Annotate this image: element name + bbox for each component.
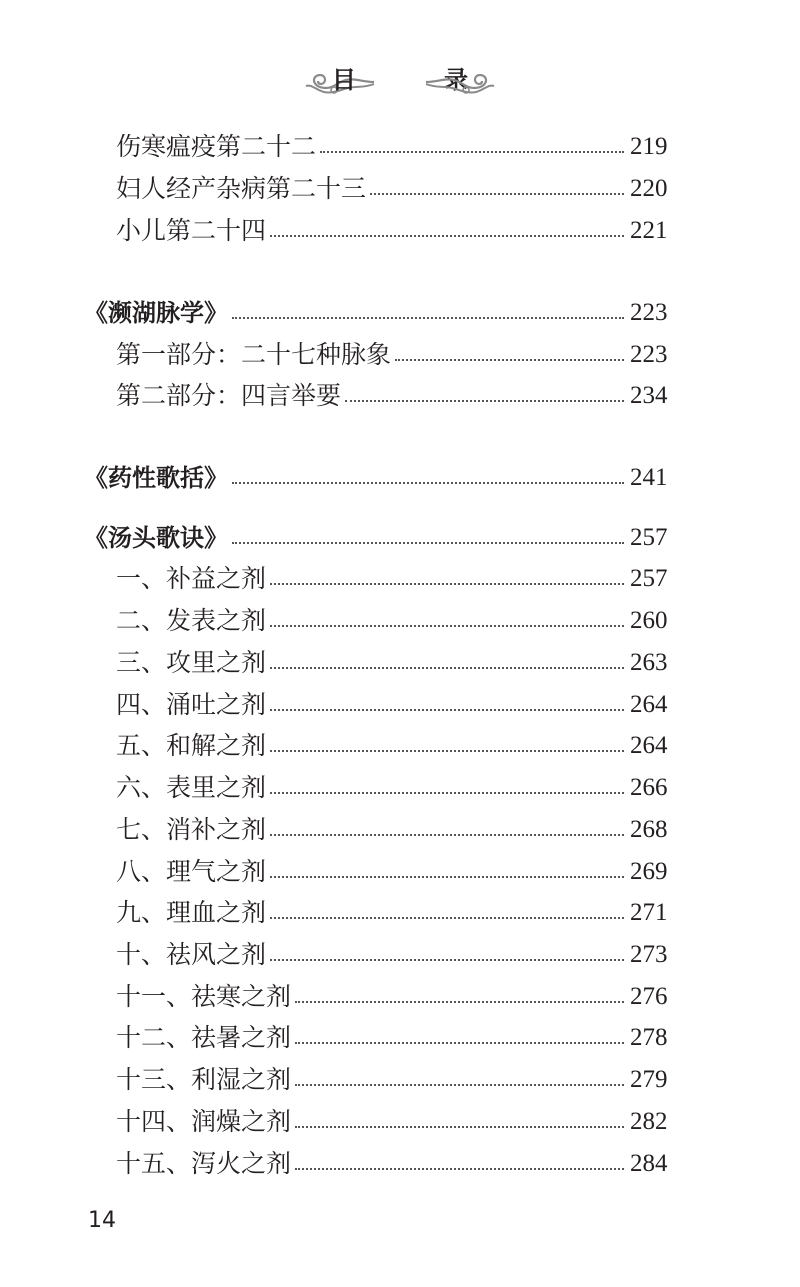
toc-entry-page: 223	[630, 299, 668, 326]
page-header	[0, 52, 800, 100]
toc-entry-label: 五、和解之剂	[116, 731, 267, 760]
toc-entry-page: 268	[630, 816, 668, 843]
cloud-ornament-right-icon	[424, 74, 496, 98]
toc-entry-label: 小儿第二十四	[116, 216, 267, 245]
toc-entry-label: 三、攻里之剂	[116, 648, 267, 677]
dot-leader	[295, 1168, 624, 1170]
toc-entry-label: 《汤头歌诀》	[84, 524, 228, 552]
dot-leader	[232, 317, 624, 319]
toc-entry[interactable]	[0, 212, 800, 246]
toc-entry[interactable]	[0, 1103, 800, 1137]
toc-entry[interactable]	[0, 1019, 800, 1053]
toc-entry-page: 220	[630, 175, 668, 202]
toc-entry-page: 241	[630, 464, 668, 491]
dot-leader	[395, 359, 624, 361]
toc-entry[interactable]	[0, 560, 800, 594]
dot-leader	[295, 1084, 624, 1086]
toc-entry[interactable]	[0, 336, 800, 370]
toc-entry[interactable]	[0, 894, 800, 928]
toc-entry[interactable]	[0, 644, 800, 678]
dot-leader	[270, 667, 624, 669]
toc-entry[interactable]	[0, 1145, 800, 1179]
toc-entry-page: 223	[630, 341, 668, 368]
toc-entry-page: 221	[630, 217, 668, 244]
toc-entry-page: 234	[630, 382, 668, 409]
toc-entry-page: 264	[630, 691, 668, 718]
toc-entry-page: 273	[630, 941, 668, 968]
toc-entry-page: 269	[630, 858, 668, 885]
toc-entry-label: 《濒湖脉学》	[84, 299, 228, 327]
toc-entry-page: 257	[630, 565, 668, 592]
toc-entry-page: 278	[630, 1024, 668, 1051]
dot-leader	[270, 876, 624, 878]
toc-entry-label: 二、发表之剂	[116, 606, 267, 635]
dot-leader	[270, 959, 624, 961]
toc-entry-page: 263	[630, 649, 668, 676]
dot-leader	[270, 625, 624, 627]
toc-entry-page: 284	[630, 1150, 668, 1177]
toc-entry-label: 十二、祛暑之剂	[116, 1023, 292, 1052]
toc-entry[interactable]	[0, 811, 800, 845]
dot-leader	[270, 709, 624, 711]
toc-entry-label: 妇人经产杂病第二十三	[116, 174, 367, 203]
dot-leader	[320, 151, 624, 153]
toc-entry-label: 九、理血之剂	[116, 898, 267, 927]
dot-leader	[295, 1126, 624, 1128]
toc-entry-label: 八、理气之剂	[116, 857, 267, 886]
toc-entry-label: 第一部分：二十七种脉象	[116, 340, 392, 369]
toc-entry-label: 六、表里之剂	[116, 773, 267, 802]
dot-leader	[345, 400, 624, 402]
toc-entry-label: 四、涌吐之剂	[116, 690, 267, 719]
dot-leader	[270, 792, 624, 794]
toc-entry[interactable]	[0, 853, 800, 887]
toc-entry-page: 266	[630, 774, 668, 801]
toc-entry[interactable]	[0, 936, 800, 970]
toc-entry-page: 257	[630, 524, 668, 551]
toc-entry-page: 279	[630, 1066, 668, 1093]
toc-entry-label: 七、消补之剂	[116, 815, 267, 844]
toc-entry[interactable]	[0, 727, 800, 761]
dot-leader	[270, 583, 624, 585]
dot-leader	[270, 235, 624, 237]
toc-entry[interactable]	[0, 686, 800, 720]
toc-entry[interactable]	[0, 294, 800, 328]
toc-entry[interactable]	[0, 769, 800, 803]
toc-entry-page: 264	[630, 732, 668, 759]
dot-leader	[370, 193, 624, 195]
page-number: 14	[88, 1208, 116, 1233]
toc-entry-label: 第二部分：四言举要	[116, 381, 342, 410]
toc-entry[interactable]	[0, 602, 800, 636]
dot-leader	[270, 917, 624, 919]
toc-entry-page: 271	[630, 899, 668, 926]
toc-entry-label: 《药性歌括》	[84, 464, 228, 492]
dot-leader	[232, 482, 624, 484]
dot-leader	[295, 1001, 624, 1003]
toc-entry-label: 十四、润燥之剂	[116, 1107, 292, 1136]
toc-entry-label: 十五、泻火之剂	[116, 1149, 292, 1178]
toc-entry-label: 伤寒瘟疫第二十二	[116, 132, 317, 161]
toc-entry-page: 282	[630, 1108, 668, 1135]
toc-entry[interactable]	[0, 170, 800, 204]
toc-entry[interactable]	[0, 978, 800, 1012]
dot-leader	[270, 750, 624, 752]
toc-entry-page: 260	[630, 607, 668, 634]
toc-entry-page: 276	[630, 983, 668, 1010]
toc-entry-label: 十一、祛寒之剂	[116, 982, 292, 1011]
toc-entry-label: 一、补益之剂	[116, 564, 267, 593]
dot-leader	[270, 834, 624, 836]
toc-entry[interactable]	[0, 519, 800, 553]
toc-entry[interactable]	[0, 377, 800, 411]
toc-entry[interactable]	[0, 1061, 800, 1095]
toc-entry-page: 219	[630, 133, 668, 160]
toc-entry-label: 十、祛风之剂	[116, 940, 267, 969]
page-title: 目 录	[331, 66, 509, 94]
toc-entry[interactable]	[0, 459, 800, 493]
toc-entry-label: 十三、利湿之剂	[116, 1065, 292, 1094]
toc-entry[interactable]	[0, 128, 800, 162]
dot-leader	[295, 1042, 624, 1044]
dot-leader	[232, 542, 624, 544]
